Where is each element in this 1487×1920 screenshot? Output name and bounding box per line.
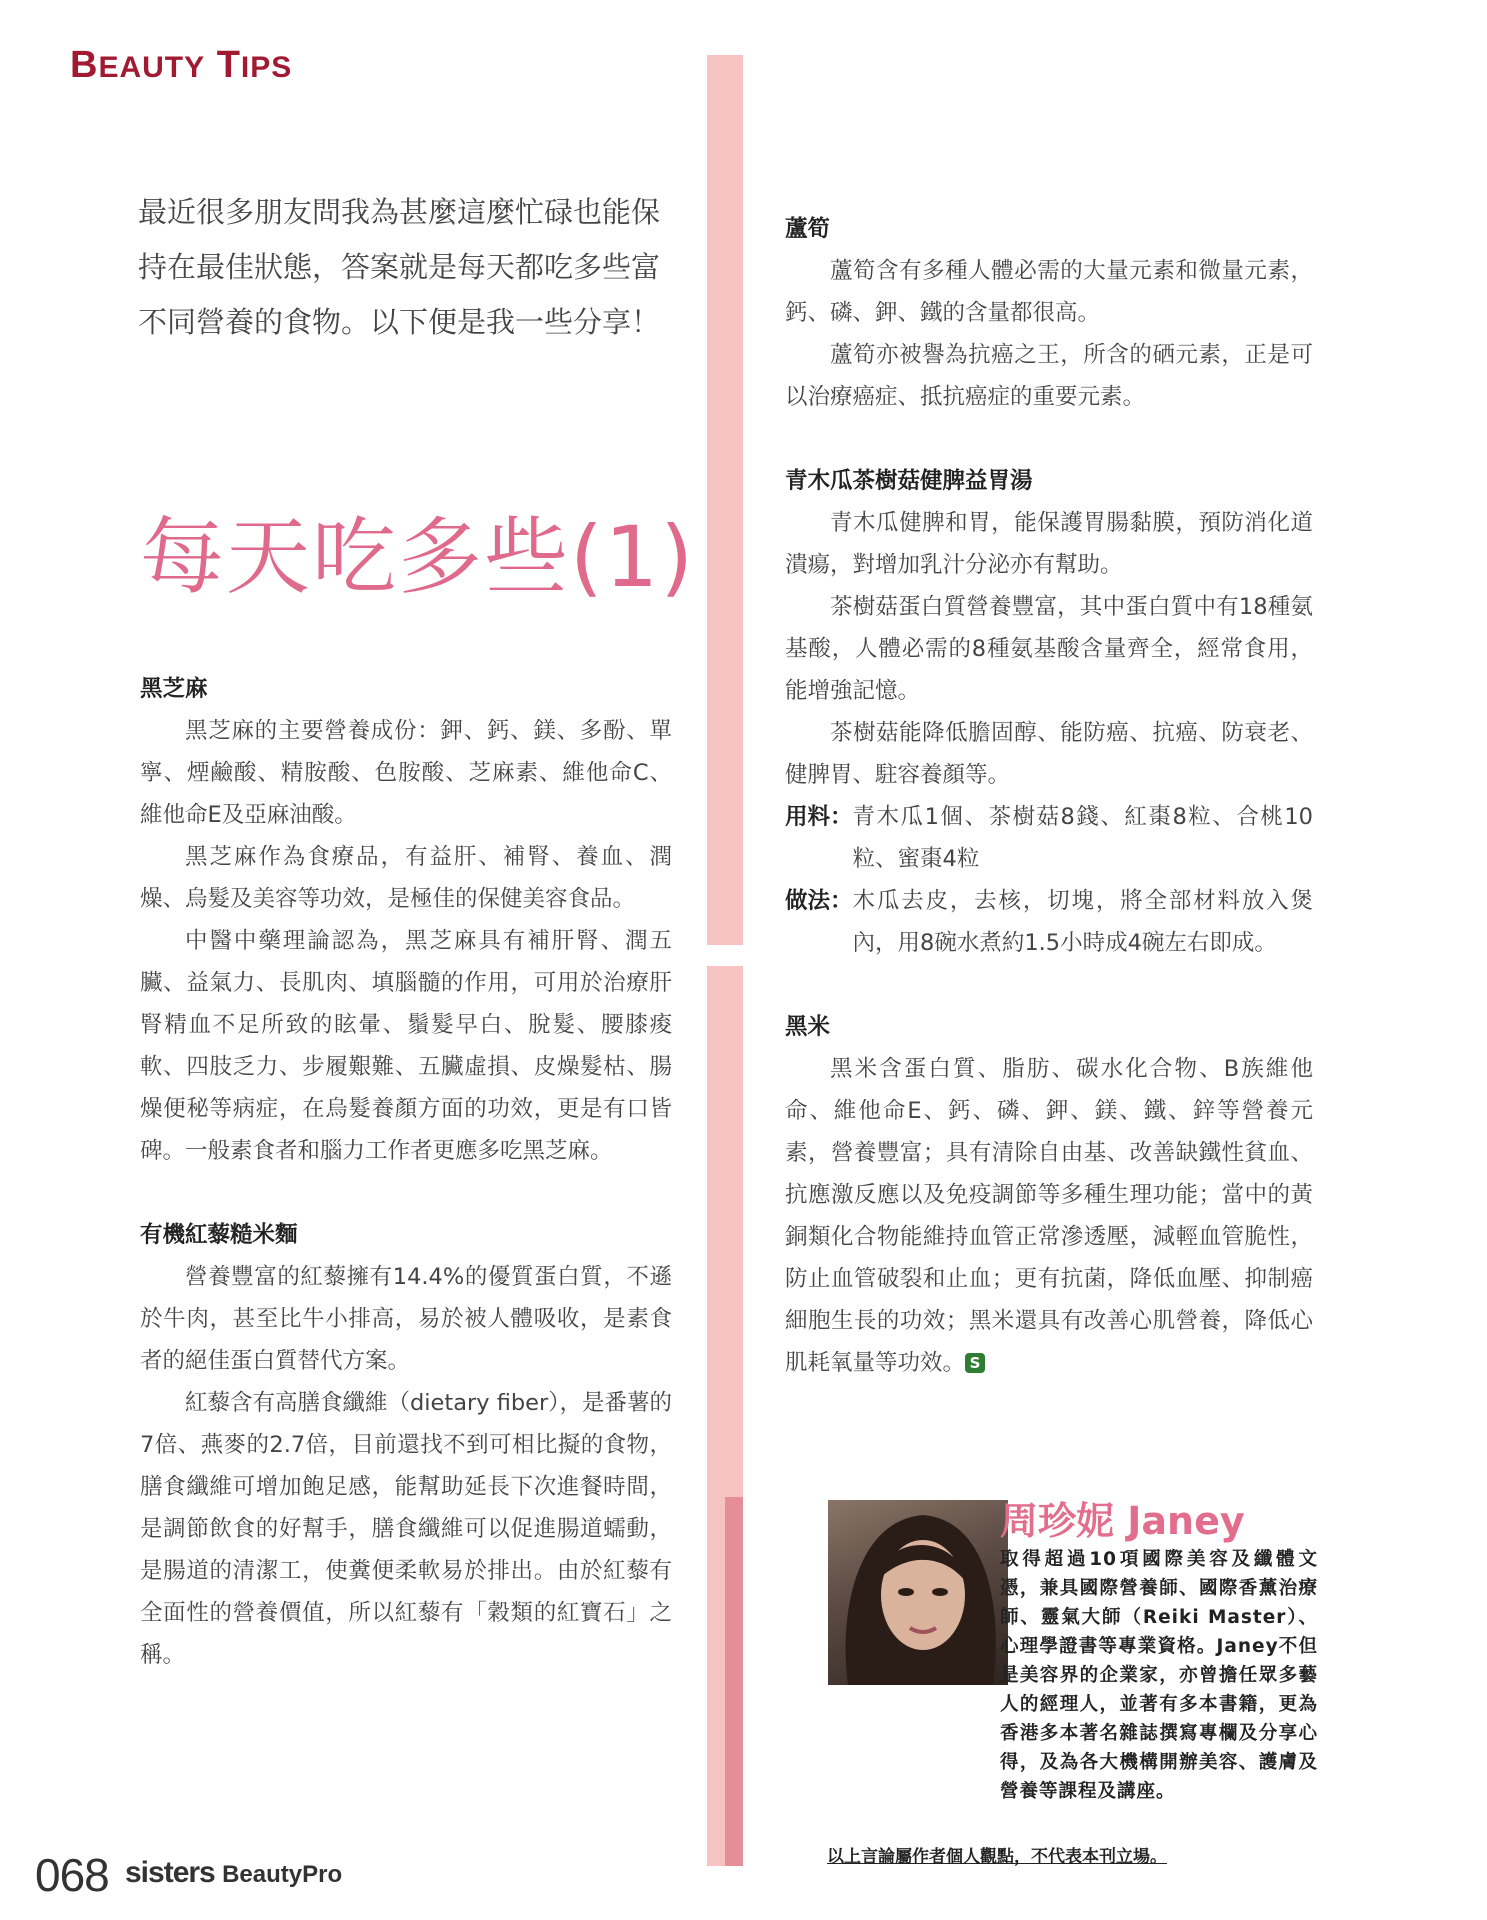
paragraph: 青木瓜健脾和胃，能保護胃腸黏膜，預防消化道潰瘍，對增加乳汁分泌亦有幫助。: [785, 510, 1313, 578]
ingredients-text: 青木瓜1個、茶樹菇8錢、紅棗8粒、合桃10粒、蜜棗4粒: [852, 804, 1313, 872]
section-label-rest: EAUTY: [98, 51, 206, 84]
paragraph: 中醫中藥理論認為，黑芝麻具有補肝腎、潤五臟、益氣力、長肌肉、填腦髓的作用，可用於治療肝腎精血不足所致的眩暈、鬚髮早白、脫髮、腰膝痠軟、四肢乏力、步履艱難、五臟虛損、皮燥髮枯、腸燥便秘等病症，在烏髮養顏方面的功效，更是有口皆碑。一般素食者和腦力工作者更應多吃黑芝麻。: [140, 928, 672, 1164]
divider-bar-accent: [725, 1497, 743, 1866]
heading-asparagus: 蘆筍: [785, 216, 831, 242]
recipe-method: [785, 880, 1313, 964]
section-label: [70, 44, 292, 87]
paragraph: 黑芝麻作為食療品，有益肝、補腎、養血、潤燥、烏髮及美容等功效，是極佳的保健美容食品。: [140, 844, 672, 912]
article-title: 每天吃多些(1): [140, 508, 695, 606]
brand-sub: BeautyPro: [222, 1861, 343, 1888]
divider-bar-upper: [707, 55, 743, 945]
paragraph: 營養豐富的紅藜擁有14.4%的優質蛋白質，不遜於牛肉，甚至比牛小排高，易於被人體吸收，是素食者的絕佳蛋白質替代方案。: [140, 1264, 672, 1374]
disclaimer: 以上言論屬作者個人觀點，不代表本刊立場。: [827, 1847, 1167, 1867]
heading-soup: 青木瓜茶樹菇健脾益胃湯: [785, 468, 1033, 494]
author-photo: [828, 1500, 1008, 1685]
section-label-cap: T: [216, 44, 241, 86]
black-rice-text: 黑米含蛋白質、脂肪、碳水化合物、B族維他命、維他命E、鈣、磷、鉀、鎂、鐵、鋅等營養元素，營養豐富；具有清除自由基、改善缺鐵性貧血、抗應激反應以及免疫調節等多種生理功能；當中的黃銅類化合物能維持血管正常滲透壓，減輕血管脆性，防止血管破裂和止血；更有抗菌，降低血壓、抑制癌細胞生長的功效；黑米還具有改善心肌營養，降低心肌耗氧量等功效。: [785, 1056, 1313, 1376]
recipe-ingredients: [785, 796, 1313, 880]
brand-name: sisters: [125, 1856, 215, 1889]
section-label-cap: B: [70, 44, 99, 86]
author-bio: 取得超過10項國際美容及纖體文憑，兼具國際營養師、國際香薰治療師、靈氣大師（Reiki Master）、心理學證書等專業資格。Janey不但是美容界的企業家，亦曾擔任眾多藝人的經理人，並著有多本書籍，更為香港多本著名雜誌撰寫專欄及分享心得，及為各大機構開辦美容、護膚及營養等課程及講座。: [1000, 1549, 1318, 1802]
paragraph: 蘆筍含有多種人體必需的大量元素和微量元素，鈣、磷、鉀、鐵的含量都很高。: [785, 258, 1313, 326]
paragraph: [785, 1048, 1313, 1384]
heading-sesame: 黑芝麻: [140, 676, 208, 702]
method-label: 做法：: [785, 888, 853, 914]
portrait-icon: [828, 1500, 1008, 1685]
page-number: 068: [35, 1849, 109, 1901]
brand-logo: [125, 1856, 342, 1890]
paragraph: 蘆筍亦被譽為抗癌之王，所含的硒元素，正是可以治療癌症、抵抗癌症的重要元素。: [785, 342, 1313, 410]
author-name: 周珍妮 Janey: [1000, 1499, 1245, 1543]
heading-black-rice: 黑米: [785, 1014, 831, 1040]
paragraph: 紅藜含有高膳食纖維（dietary fiber），是番薯的7倍、燕麥的2.7倍，目前還找不到可相比擬的食物，膳食纖維可增加飽足感，能幫助延長下次進餐時間，是調節飲食的好幫手，膳食纖維可以促進腸道蠕動，是腸道的清潔工，使糞便柔軟易於排出。由於紅藜有全面性的營養價值，所以紅藜有「穀類的紅寶石」之稱。: [140, 1390, 673, 1668]
left-column: [140, 668, 672, 1676]
end-mark-icon: S: [965, 1353, 985, 1373]
paragraph: 黑芝麻的主要營養成份：鉀、鈣、鎂、多酚、單寧、煙鹼酸、精胺酸、色胺酸、芝麻素、維他命C、維他命E及亞麻油酸。: [140, 718, 672, 828]
intro-paragraph: 最近很多朋友問我為甚麼這麼忙碌也能保持在最佳狀態，答案就是每天都吃多些富不同營養的食物。以下便是我一些分享！: [138, 195, 661, 339]
paragraph: 茶樹菇能降低膽固醇、能防癌、抗癌、防衰老、健脾胃、駐容養顏等。: [785, 720, 1313, 788]
heading-quinoa: 有機紅藜糙米麵: [140, 1222, 298, 1248]
right-column: [785, 208, 1313, 1384]
method-text: 木瓜去皮，去核，切塊，將全部材料放入煲內，用8碗水煮約1.5小時成4碗左右即成。: [852, 888, 1313, 956]
section-label-rest: IPS: [240, 51, 293, 84]
ingredients-label: 用料：: [785, 804, 853, 830]
paragraph: 茶樹菇蛋白質營養豐富，其中蛋白質中有18種氨基酸，人體必需的8種氨基酸含量齊全，經常食用，能增強記憶。: [785, 594, 1313, 704]
